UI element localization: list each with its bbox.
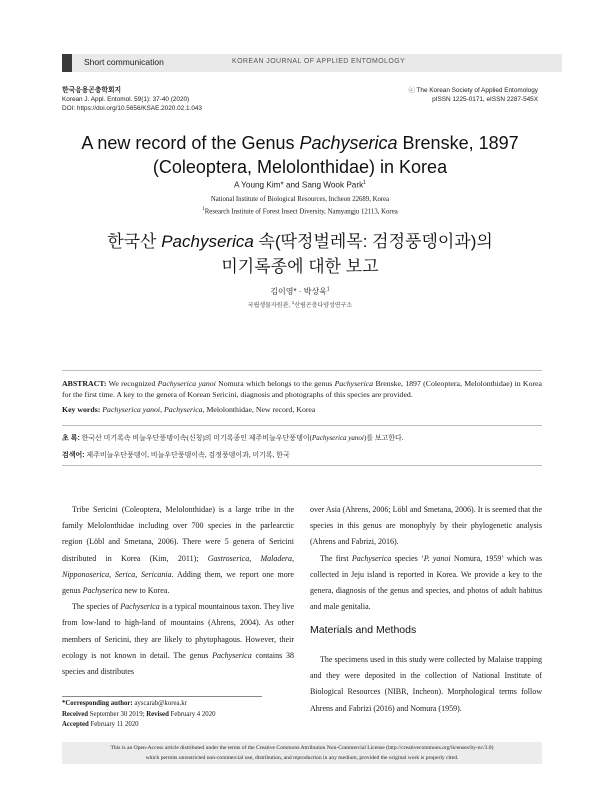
author-email-link[interactable]: ayscarab@korea.kr — [132, 700, 187, 707]
korean-title-line2: 미기록종에 대한 보고 — [221, 257, 379, 276]
corresponding-author: *Corresponding author: ayscarab@korea.kr — [62, 700, 187, 707]
journal-korean-name: 한국응용곤충학회지 — [62, 87, 122, 94]
body-left-column — [62, 502, 294, 680]
body-paragraph: The specimens used in this study were collected by Malaise trapping and they were deposited in the collection of National Institute of Biological Resources (NIBR, Incheon). Morphological terms follow Ahrens and Fabrizi (2016) and Nomura (1959). — [310, 655, 542, 713]
article-title-line2: (Coleoptera, Melolonthidae) in Korea — [152, 157, 448, 177]
received-revised-dates: Received September 30 2019; Revised February 4 2020 — [62, 711, 216, 718]
divider — [62, 425, 542, 426]
korean-authors: 김이영* · 박상욱$^1$ — [270, 286, 330, 296]
journal-citation: Korean J. Appl. Entomol. 59(1): 37-40 (2020) — [62, 96, 190, 103]
license-line: This is an Open-Access article distributed under the terms of the Creative Commons Attribution Non-Commercial License (http://creativecommons.org/licenses/by-nc/3.0) — [110, 745, 494, 751]
body-paragraph: Tribe Sericini (Coleoptera, Melolonthidae) is a large tribe in the family Melolonthidae including over 700 species in the parlearctic region (Löbl and Smetana, 2006). There were 5 genera of Sericini distributed in Korea (Kim, 2011); Gastroserica, Maladera, Nipponoserica, Serica, Sericania. Adding them, we report one more genus Pachyserica new to Korea. — [62, 505, 294, 596]
section-heading-methods: Materials and Methods — [310, 624, 417, 636]
doi-link[interactable]: DOI: https://doi.org/10.5656/KSAE.2020.02.1.043 — [62, 105, 202, 112]
body-paragraph: over Asia (Ahrens, 2006; Löbl and Smetana, 2006). It is seemed that the species in this genus are monophyly by their phylogenetic analysis (Ahrens and Fabrizi, 2016). — [310, 505, 542, 547]
body-paragraph: The first Pachyserica species ‘P. yanoi Nomura, 1959’ which was collected in Jeju island is reported in Korea. We provide a key to the genera, diagnosis of the genus and species, and photos of adult habitus and male genitalia. — [310, 553, 543, 612]
section-label: Short communication — [84, 57, 164, 67]
methods-text — [310, 652, 542, 717]
society-copyright: ⓒ The Korean Society of Applied Entomology — [408, 87, 538, 94]
license-notice — [62, 742, 542, 764]
header-accent — [62, 54, 72, 72]
authors: A Young Kim* and Sang Wook Park$^1$ — [234, 180, 366, 190]
body-paragraph: The species of Pachyserica is a typical mountainous taxon. They live from low-land to high-land of mountains (Ahrens, 2004). As other members of Sericini, they are likely to phytophagous. However, their ecology is not known in detail. The genus Pachyserica contains 38 species and distributes — [62, 602, 294, 677]
body-right-column — [310, 502, 542, 615]
affiliation-2: $^1$Research Institute of Forest Insect Diversity, Namyangju 12113, Korea — [202, 207, 398, 216]
accepted-date: Accepted February 11 2020 — [62, 721, 139, 728]
license-line: which permits unrestricted non-commercial use, distribution, and reproduction in any medium, provided the original work is properly cited. — [145, 755, 459, 761]
abstract: ABSTRACT: We recognized Pachyserica yanoi Nomura which belongs to the genus Pachyserica Brenske, 1897 (Coleoptera, Melolonthidae) in Korea for the first time. A key to the genera of Korean Sericini, diagnosis and photographs of this species are provided. — [62, 379, 542, 399]
korean-affiliation: 국립생물자원관, $^1$산림곤충다양성연구소 — [247, 300, 353, 309]
divider — [62, 465, 542, 466]
footnote-divider — [62, 696, 262, 697]
divider — [62, 370, 542, 371]
korean-abstract: 초 록: 한국산 미기록속 비늘우단풍뎅이속(신칭)의 미기록종인 제주비늘우단풍뎅이(Pachyserica yanoi)를 보고한다. — [62, 434, 404, 442]
keywords: Key words: Pachyserica yanoi, Pachyserica, Melolonthidae, New record, Korea — [62, 405, 316, 414]
journal-name: KOREAN JOURNAL OF APPLIED ENTOMOLOGY — [232, 58, 406, 65]
article-title-line1: A new record of the Genus Pachyserica Brenske, 1897 — [81, 133, 519, 153]
affiliation-1: National Institute of Biological Resources, Incheon 22689, Korea — [210, 196, 390, 203]
korean-title-line1: 한국산 Pachyserica 속(딱정벌레목: 검정풍뎅이과)의 — [107, 232, 493, 251]
korean-keywords: 검색어: 제주비늘우단풍뎅이, 비늘우단풍뎅이속, 검정풍뎅이과, 미기록, 한국 — [62, 451, 290, 459]
issn: pISSN 1225-0171, eISSN 2287-545X — [432, 96, 538, 103]
